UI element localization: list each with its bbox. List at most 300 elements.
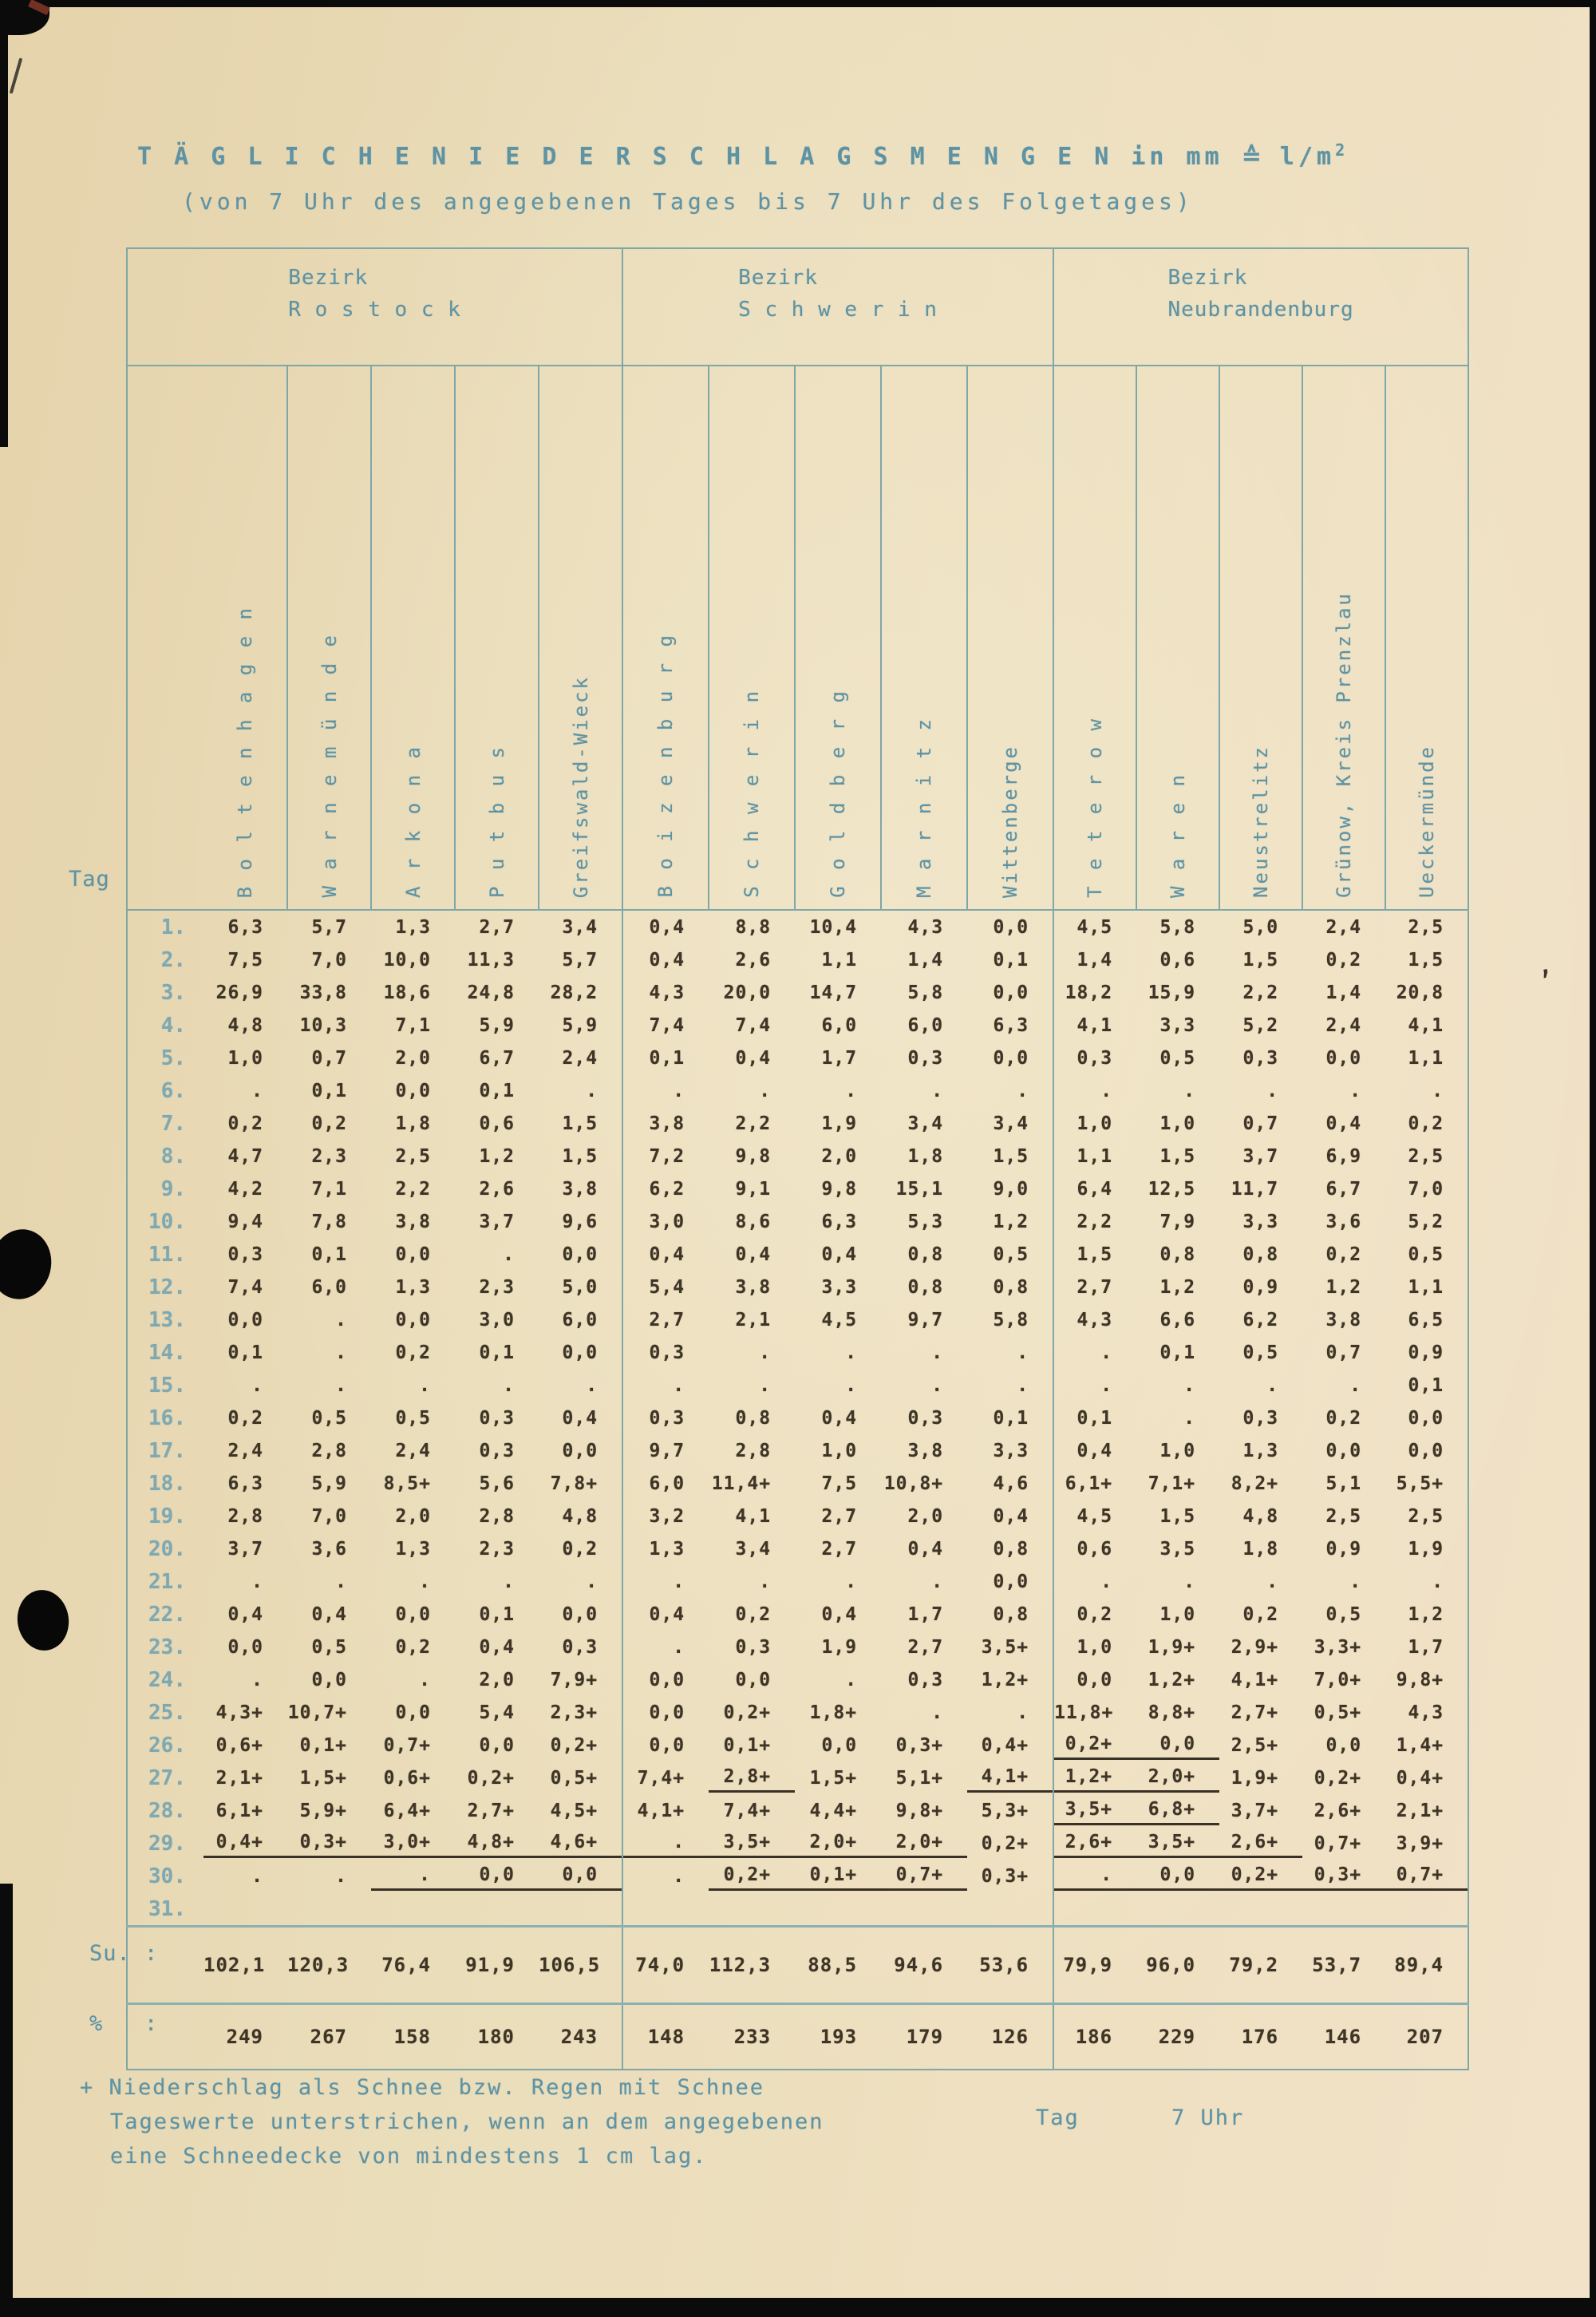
precip-value: 0,3+ — [981, 1865, 1029, 1887]
precip-value: 4,5 — [1077, 1505, 1113, 1527]
data-cell — [622, 1598, 709, 1631]
data-cell — [881, 1042, 967, 1074]
percent-value: 233 — [733, 2026, 772, 2048]
data-cell — [1302, 943, 1385, 976]
data-cell — [1053, 976, 1136, 1009]
data-cell — [881, 1892, 967, 1927]
day-cell — [127, 1500, 203, 1532]
precip-value: 3,4 — [562, 916, 598, 938]
precip-value: 2,9+ — [1231, 1636, 1279, 1658]
data-cell — [1302, 1434, 1385, 1467]
data-cell — [622, 1271, 709, 1303]
precip-value: 18,6 — [383, 982, 431, 1003]
precip-value: . — [845, 1080, 858, 1101]
precip-value: 0,2+ — [1219, 1861, 1302, 1891]
day-label: 30. — [148, 1864, 186, 1888]
precip-value: 6,8+ — [1136, 1796, 1219, 1825]
data-cell — [795, 1532, 881, 1565]
data-cell — [881, 976, 967, 1009]
station-name-wrap — [1137, 371, 1219, 909]
data-cell — [539, 1205, 622, 1238]
precip-value: 6,0 — [562, 1309, 598, 1330]
data-cell — [881, 1598, 967, 1631]
day-cell — [127, 1467, 203, 1500]
data-cell — [1302, 1303, 1385, 1336]
precip-value: 6,3 — [821, 1211, 858, 1232]
data-cell — [539, 1434, 622, 1467]
precip-value: 0,0 — [562, 1244, 598, 1265]
precip-value: 1,9+ — [1231, 1767, 1279, 1789]
table-row — [127, 1532, 1468, 1565]
data-cell — [203, 1434, 287, 1467]
precip-value: 1,2 — [1325, 1276, 1362, 1298]
precip-value: . — [1183, 1407, 1196, 1429]
data-cell — [1385, 943, 1468, 976]
precip-value: 0,1 — [479, 1342, 515, 1363]
data-cell — [1053, 1860, 1136, 1892]
data-cell — [795, 1303, 881, 1336]
precip-value: 4,8 — [562, 1505, 598, 1527]
data-cell — [709, 1172, 795, 1205]
precip-value: 0,1 — [649, 1047, 685, 1069]
day-label: 15. — [148, 1373, 186, 1398]
data-cell — [622, 1892, 709, 1927]
data-cell — [1385, 1729, 1468, 1761]
data-cell — [203, 1074, 287, 1107]
precip-value: 0,2+ — [981, 1833, 1029, 1854]
precip-value: 0,8 — [907, 1244, 944, 1265]
station-header — [539, 366, 622, 910]
data-cell — [622, 1663, 709, 1696]
data-cell — [881, 1434, 967, 1467]
precip-value: 1,5 — [562, 1113, 598, 1134]
data-cell — [1385, 1500, 1468, 1532]
data-cell — [539, 1336, 622, 1369]
data-cell — [455, 1205, 539, 1238]
data-cell — [1302, 1892, 1385, 1927]
data-cell — [1302, 1369, 1385, 1402]
day-label: 22. — [148, 1602, 186, 1627]
precip-value: 6,4 — [1077, 1178, 1113, 1200]
day-label: 25. — [148, 1700, 186, 1725]
precip-value: . — [1100, 1080, 1113, 1101]
day-cell — [127, 1009, 203, 1042]
sum-value: 53,7 — [1312, 1954, 1362, 1976]
precip-value: 0,8 — [735, 1407, 772, 1429]
data-cell — [622, 1238, 709, 1271]
data-cell — [1385, 1860, 1468, 1892]
legend-tag-word: Tag — [1036, 2105, 1080, 2130]
data-cell — [539, 1172, 622, 1205]
legend-time-word: 7 Uhr — [1171, 2105, 1245, 2130]
table-row — [127, 1598, 1468, 1631]
data-cell — [203, 1696, 287, 1729]
data-cell — [795, 910, 881, 943]
day-label: 6. — [160, 1078, 186, 1103]
data-cell — [1385, 1761, 1468, 1794]
precip-value: 0,1 — [311, 1244, 347, 1265]
table-row — [127, 1565, 1468, 1598]
data-cell — [967, 1074, 1053, 1107]
data-cell — [287, 1336, 371, 1369]
precip-value: 2,0+ — [1136, 1763, 1219, 1793]
data-cell — [371, 1238, 455, 1271]
data-cell — [1302, 1729, 1385, 1761]
data-cell — [709, 1140, 795, 1172]
data-cell — [1136, 1107, 1219, 1140]
sum-value: 102,1 — [203, 1954, 266, 1976]
precip-value: . — [1432, 1080, 1444, 1101]
data-cell — [287, 1827, 371, 1860]
data-cell — [881, 1402, 967, 1434]
data-cell — [967, 1598, 1053, 1631]
data-cell — [709, 976, 795, 1009]
data-cell — [371, 943, 455, 976]
data-cell — [455, 1598, 539, 1631]
bezirk-name: R o s t o c k — [288, 298, 461, 322]
precip-value: 2,5 — [1408, 1145, 1444, 1167]
precip-value: 0,3 — [649, 1407, 685, 1429]
precip-value: 1,8 — [907, 1145, 944, 1167]
data-cell — [881, 1860, 967, 1892]
data-cell — [1053, 1205, 1136, 1238]
data-cell — [709, 910, 795, 943]
station-name: S c h w e r i n — [741, 689, 764, 898]
day-label: 26. — [148, 1733, 186, 1758]
precip-value: 4,1+ — [1231, 1669, 1279, 1690]
precip-value: 2,7+ — [467, 1800, 515, 1821]
precip-value: 2,2 — [735, 1113, 772, 1134]
legend-line-snowcover: eine Schneedecke von mindestens 1 cm lag. — [110, 2144, 708, 2169]
data-cell — [622, 1205, 709, 1238]
data-cell — [455, 1532, 539, 1565]
data-cell — [622, 1074, 709, 1107]
precip-value: 0,5 — [1325, 1603, 1362, 1625]
precip-value: 0,0 — [395, 1603, 431, 1625]
precip-value: 0,3+ — [287, 1829, 371, 1858]
data-cell — [795, 1598, 881, 1631]
data-cell — [455, 1271, 539, 1303]
data-cell — [967, 1663, 1053, 1696]
precip-value: 0,4+ — [981, 1734, 1029, 1756]
precip-value: 15,1 — [895, 1178, 944, 1200]
table-row — [127, 1205, 1468, 1238]
precip-value: . — [931, 1374, 944, 1396]
station-name-wrap — [288, 371, 370, 909]
data-cell — [371, 1860, 455, 1892]
data-cell — [1136, 1696, 1219, 1729]
data-cell — [1302, 1598, 1385, 1631]
precip-value: 2,7+ — [1231, 1702, 1279, 1723]
precip-value: 3,5 — [1159, 1538, 1196, 1560]
data-cell — [1302, 1827, 1385, 1860]
data-cell — [371, 910, 455, 943]
station-name: Wittenberge — [999, 745, 1022, 898]
percent-value: 180 — [477, 2026, 515, 2048]
data-cell — [622, 1042, 709, 1074]
precip-value: 0,2 — [1325, 1244, 1362, 1265]
precip-value: . — [1183, 1571, 1196, 1592]
precip-value: . — [673, 1374, 685, 1396]
percent-value: 148 — [647, 2026, 685, 2048]
sum-value: 89,4 — [1394, 1954, 1444, 1976]
data-cell — [1385, 1303, 1468, 1336]
precip-value: 0,4 — [821, 1407, 858, 1429]
data-cell — [795, 1467, 881, 1500]
precip-value: 0,5 — [1408, 1244, 1444, 1265]
data-cell — [709, 1467, 795, 1500]
data-cell — [709, 1631, 795, 1663]
precip-value: 2,0 — [395, 1047, 431, 1069]
data-cell — [1302, 976, 1385, 1009]
data-cell — [1136, 1663, 1219, 1696]
data-cell — [371, 976, 455, 1009]
data-cell — [1385, 1565, 1468, 1598]
precip-value: 4,5+ — [550, 1800, 598, 1821]
precip-value: 5,9+ — [299, 1800, 347, 1821]
precip-value: . — [1017, 1080, 1029, 1101]
data-cell — [1385, 1238, 1468, 1271]
precip-value: 1,5+ — [299, 1767, 347, 1789]
data-cell — [795, 1009, 881, 1042]
table-row — [127, 1336, 1468, 1369]
data-cell — [709, 1565, 795, 1598]
precip-value: 0,9 — [1325, 1538, 1362, 1560]
station-name-wrap — [1386, 371, 1468, 909]
data-cell — [1385, 1172, 1468, 1205]
precip-value: 1,1 — [1077, 1145, 1113, 1167]
data-cell — [1053, 1663, 1136, 1696]
data-cell — [881, 1336, 967, 1369]
precip-value: . — [759, 1571, 772, 1592]
precip-value: 0,0 — [455, 1861, 539, 1891]
precip-value: 0,0 — [311, 1669, 347, 1690]
precip-value: 0,2 — [311, 1113, 347, 1134]
precip-value: 2,0+ — [881, 1829, 967, 1858]
data-cell — [1219, 1074, 1302, 1107]
data-cell — [203, 1369, 287, 1402]
precip-value: . — [251, 1865, 263, 1887]
precip-value: 1,3 — [395, 1538, 431, 1560]
bezirk-name: Neubrandenburg — [1167, 298, 1354, 322]
precip-value: 2,0 — [821, 1145, 858, 1167]
sum-cell — [1385, 1927, 1468, 2004]
sum-value: 106,5 — [539, 1954, 601, 1976]
precip-value: 0,8 — [907, 1276, 944, 1298]
precip-value: . — [586, 1571, 598, 1592]
precip-value: 11,3 — [467, 949, 515, 971]
data-cell — [203, 1042, 287, 1074]
precip-value: 6,3 — [227, 1473, 263, 1494]
table-row — [127, 1827, 1468, 1860]
data-cell — [371, 1042, 455, 1074]
precip-value: 7,4 — [227, 1276, 263, 1298]
data-cell — [881, 1729, 967, 1761]
data-cell — [881, 1696, 967, 1729]
data-cell — [539, 1761, 622, 1794]
precip-value: . — [845, 1571, 858, 1592]
data-cell — [881, 1074, 967, 1107]
data-cell — [967, 1860, 1053, 1892]
precip-value: . — [1183, 1080, 1196, 1101]
precip-value: 1,0 — [821, 1440, 858, 1461]
precip-value: . — [419, 1571, 431, 1592]
precip-value: 11,8+ — [1054, 1702, 1114, 1723]
precip-value: 4,8+ — [455, 1829, 539, 1858]
day-label: 24. — [148, 1667, 186, 1692]
precip-value: . — [335, 1342, 347, 1363]
precip-value: 14,7 — [809, 982, 858, 1003]
data-cell — [881, 1271, 967, 1303]
table-row — [127, 1172, 1468, 1205]
data-cell — [203, 1663, 287, 1696]
precip-value: 1,8 — [1242, 1538, 1279, 1560]
sum-cell — [709, 1927, 795, 2004]
precip-value: 11,7 — [1231, 1178, 1279, 1200]
precip-value: 1,8 — [395, 1113, 431, 1134]
punch-hole-artifact — [14, 1587, 73, 1654]
data-cell — [622, 1761, 709, 1794]
sum-value: 79,9 — [1063, 1954, 1113, 1976]
precip-value: 0,4 — [649, 949, 685, 971]
data-cell — [622, 1402, 709, 1434]
data-cell — [371, 1827, 455, 1860]
data-cell — [1136, 1402, 1219, 1434]
data-cell — [709, 1205, 795, 1238]
data-cell — [881, 1303, 967, 1336]
data-cell — [709, 1729, 795, 1761]
day-label: 31. — [148, 1896, 186, 1921]
table-row — [127, 1369, 1468, 1402]
sum-row-label: Su. : — [89, 1941, 159, 1966]
data-cell — [539, 1696, 622, 1729]
station-header — [1385, 366, 1468, 910]
data-cell — [881, 1761, 967, 1794]
data-cell — [1053, 1140, 1136, 1172]
table-row — [127, 943, 1468, 976]
data-cell — [795, 1336, 881, 1369]
precip-value: 0,0 — [479, 1734, 515, 1756]
station-name: G o l d b e r g — [827, 689, 850, 898]
precip-value: . — [419, 1669, 431, 1690]
data-cell — [539, 1500, 622, 1532]
data-cell — [287, 1271, 371, 1303]
precip-value: . — [335, 1374, 347, 1396]
day-label: 12. — [148, 1275, 186, 1299]
precip-value: 0,2+ — [550, 1734, 598, 1756]
precip-value: 10,3 — [299, 1014, 347, 1036]
data-cell — [1302, 1860, 1385, 1892]
precip-value: 7,9+ — [550, 1669, 598, 1690]
data-cell — [1219, 1336, 1302, 1369]
data-cell — [1302, 1336, 1385, 1369]
precip-value: 7,4+ — [723, 1800, 772, 1821]
precip-value: 0,7 — [1325, 1342, 1362, 1363]
precip-value: 1,2+ — [1148, 1669, 1196, 1690]
data-cell — [1385, 1467, 1468, 1500]
precip-value: 0,3 — [1077, 1047, 1113, 1069]
data-cell — [371, 1729, 455, 1761]
sum-value: 88,5 — [808, 1954, 858, 1976]
precip-value: 3,0 — [479, 1309, 515, 1330]
precip-value: 0,6+ — [215, 1734, 263, 1756]
data-cell — [622, 1434, 709, 1467]
precip-value: 0,0 — [1408, 1440, 1444, 1461]
precip-value: 2,8+ — [709, 1763, 795, 1793]
data-cell — [967, 1532, 1053, 1565]
precip-value: 0,2 — [1408, 1113, 1444, 1134]
data-cell — [203, 1402, 287, 1434]
data-cell — [881, 1532, 967, 1565]
precip-value: . — [251, 1571, 263, 1592]
table-row — [127, 976, 1468, 1009]
data-cell — [1302, 1794, 1385, 1827]
data-cell — [455, 1140, 539, 1172]
data-cell — [795, 1369, 881, 1402]
precip-value: 0,3 — [479, 1407, 515, 1429]
data-cell — [455, 1402, 539, 1434]
data-cell — [709, 1598, 795, 1631]
data-cell — [1385, 1271, 1468, 1303]
data-cell — [622, 1794, 709, 1827]
station-name-wrap — [539, 371, 622, 909]
station-header — [967, 366, 1053, 910]
bezirk-group-header — [1053, 248, 1468, 366]
percent-cell — [709, 2004, 795, 2070]
data-cell — [795, 1500, 881, 1532]
percent-cell — [622, 2004, 709, 2070]
data-cell — [1219, 1042, 1302, 1074]
data-cell — [455, 1467, 539, 1500]
data-cell — [622, 1336, 709, 1369]
data-cell — [287, 1860, 371, 1892]
precip-value: 26,9 — [215, 982, 263, 1003]
data-cell — [371, 1631, 455, 1663]
data-cell — [1136, 1238, 1219, 1271]
data-cell — [1219, 1402, 1302, 1434]
percent-value: 158 — [393, 2026, 431, 2048]
data-cell — [967, 1042, 1053, 1074]
precip-value: 5,3 — [907, 1211, 944, 1232]
precip-value: 1,3 — [1242, 1440, 1279, 1461]
precip-value: 0,4 — [993, 1505, 1029, 1527]
precip-value: 7,4+ — [637, 1767, 685, 1789]
precip-value: 7,5 — [821, 1473, 858, 1494]
data-cell — [1053, 1761, 1136, 1794]
data-cell — [881, 1205, 967, 1238]
data-cell — [1136, 1009, 1219, 1042]
data-cell — [1302, 1009, 1385, 1042]
precip-value: 33,8 — [299, 982, 347, 1003]
precip-value: 0,3 — [907, 1669, 944, 1690]
precip-value: 7,4 — [735, 1014, 772, 1036]
data-cell — [1136, 1336, 1219, 1369]
precip-value: 4,3+ — [215, 1702, 263, 1723]
data-cell — [967, 1336, 1053, 1369]
station-name: Ueckermünde — [1416, 745, 1439, 898]
precip-value: 0,5+ — [550, 1767, 598, 1789]
data-cell — [455, 1696, 539, 1729]
precip-value: 1,0 — [1159, 1113, 1196, 1134]
data-cell — [1219, 943, 1302, 976]
precip-value: 3,8 — [562, 1178, 598, 1200]
data-cell — [709, 1369, 795, 1402]
data-cell — [795, 1042, 881, 1074]
data-cell — [1302, 1172, 1385, 1205]
data-cell — [203, 1172, 287, 1205]
data-cell — [287, 1696, 371, 1729]
data-cell — [709, 1794, 795, 1827]
